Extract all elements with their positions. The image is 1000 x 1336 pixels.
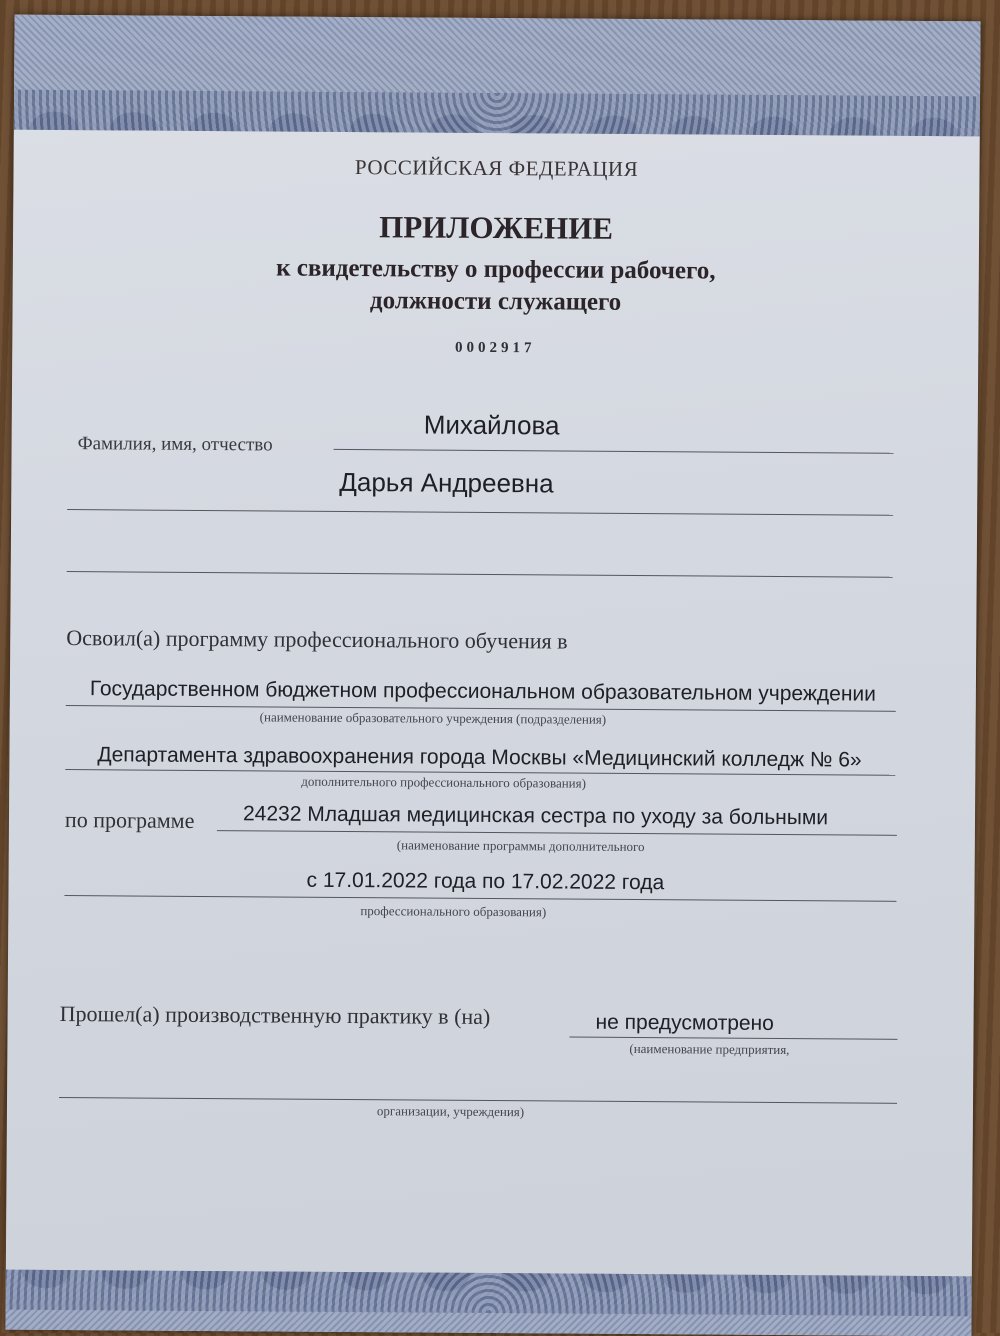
practice-org-line [59, 1097, 897, 1104]
program-label: по программе [64, 807, 195, 833]
institution-caption: (наименование образовательного учреждения (подразделения) [259, 709, 607, 727]
bottom-ornament-band [5, 1270, 971, 1336]
country-heading: РОССИЙСКАЯ ФЕДЕРАЦИЯ [354, 155, 639, 182]
institution-line2-value: Департамента здравоохранения города Москвы «Медицинский колледж № 6» [97, 743, 862, 772]
practice-value: не предусмотрено [595, 1010, 774, 1035]
document-number: 0002917 [454, 339, 536, 357]
program-period-line [64, 895, 896, 902]
program-caption: (наименование программы дополнительного [396, 837, 645, 855]
additional-education-caption: дополнительного профессионального образования) [301, 773, 587, 791]
organization-caption: организации, учреждения) [376, 1103, 525, 1120]
program-name-value: 24232 Младшая медицинская сестра по уходу за больными [242, 802, 829, 830]
surname-line [334, 449, 894, 454]
given-names-value: Дарья Андреевна [339, 466, 554, 499]
blank-name-line [67, 571, 893, 578]
given-names-line [67, 509, 893, 516]
professional-education-caption: профессионального образования) [360, 903, 547, 920]
practice-value-line [569, 1037, 897, 1040]
program-name-line [217, 830, 897, 836]
full-name-label: Фамилия, имя, отчество [77, 433, 273, 456]
document-title: ПРИЛОЖЕНИЕ [379, 209, 614, 246]
certificate-appendix-sheet [5, 15, 980, 1336]
surname-value: Михайлова [423, 409, 560, 441]
document-subtitle-line1: к свидетельству о профессии рабочего, [276, 254, 716, 285]
document-subtitle-line2: должности служащего [369, 287, 622, 316]
practice-label: Прошел(а) производственную практику в (на) [59, 1000, 491, 1029]
institution-line1-value: Государственном бюджетном профессиональном образовательном учреждении [89, 677, 877, 706]
enterprise-caption: (наименование предприятия, [629, 1040, 790, 1058]
top-ornament-band [14, 15, 981, 137]
program-intro-text: Освоил(а) программу профессионального обучения в [66, 625, 568, 654]
program-period-value: с 17.01.2022 года по 17.02.2022 года [306, 868, 665, 895]
